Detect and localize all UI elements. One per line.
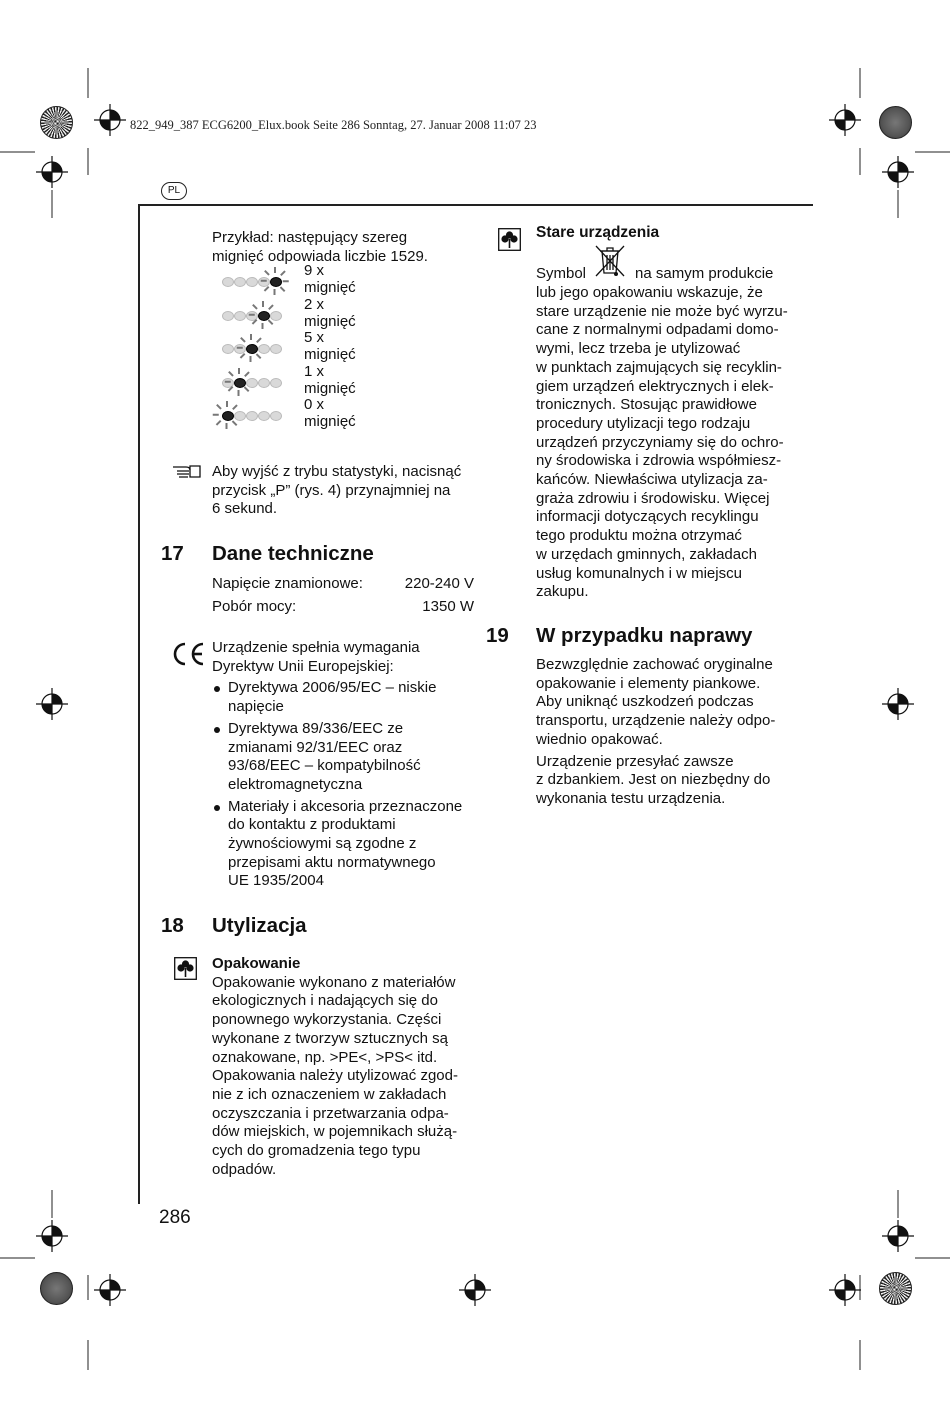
blink-count-label: 2 x mignięć (304, 295, 356, 330)
blink-count-label: 5 x mignięć (304, 329, 356, 363)
led-dot (222, 277, 234, 287)
led-dot (270, 411, 282, 421)
led-dot (270, 311, 282, 321)
spec-label: Napięcie znamionowe: (212, 575, 363, 592)
text-line: Urządzenie przesyłać zawsze (536, 752, 734, 770)
text-line: Opakowanie wykonano z materiałów (212, 973, 456, 991)
page-number: 286 (159, 1207, 191, 1228)
led-dot (222, 344, 234, 354)
directive-line: napięcie (228, 698, 284, 716)
led-dot (258, 378, 270, 388)
section-title: Dane techniczne (212, 542, 374, 565)
registration-mark-icon (882, 688, 914, 720)
text-line: graża zdrowiu i środowisku. Więcej (536, 489, 770, 507)
text-line: odpadów. (212, 1160, 277, 1178)
section-number: 19 (486, 624, 509, 647)
spec-row (212, 598, 474, 618)
text-line: usług komunalnych i w miejscu (536, 564, 742, 582)
led-indicator-icon (222, 404, 292, 428)
led-dot (270, 378, 282, 388)
spec-value: 220-240 V (404, 575, 474, 592)
text-line: oznakowane, np. >PE<, >PS< itd. (212, 1048, 438, 1066)
text-line: wymi, lecz trzeba je utylizować (536, 340, 741, 358)
text-line: zakupu. (536, 583, 589, 601)
text-line: giem urządzeń elektrycznych i elek- (536, 377, 774, 395)
text-line: Aby uniknąć uszkodzeń podczas (536, 693, 754, 711)
packaging-block (212, 955, 482, 1179)
blink-ray (256, 353, 261, 358)
intro-line: Przykład: następujący szereg (212, 229, 408, 246)
hand-pointer-icon (172, 463, 202, 479)
blink-ray (244, 371, 249, 376)
blink-ray (268, 304, 273, 309)
section-number: 18 (161, 914, 184, 937)
text-line: ekologicznych i nadających się do (212, 992, 438, 1010)
directive-line: żywnościowymi są zgodne z (228, 835, 417, 853)
directive-line: do kontaktu z produktami (228, 816, 396, 834)
text-line: wykonania testu urządzenia. (536, 789, 726, 807)
led-dot (270, 344, 282, 354)
blink-ray (261, 280, 267, 282)
blink-count-label: 1 x mignięć (304, 362, 356, 397)
text-line: stare urządzenie nie może być wyrzu- (536, 302, 788, 320)
text-line: informacji dotyczących recyklingu (536, 508, 759, 526)
blink-ray (253, 320, 258, 325)
blink-ray (253, 304, 258, 309)
directive-line: zmianami 92/31/EEC oraz (228, 738, 403, 756)
led-dot (246, 378, 258, 388)
note-line: przycisk „P” (rys. 4) przynajmniej na (212, 481, 451, 499)
color-target-icon (40, 106, 73, 139)
blink-ray (237, 347, 243, 349)
text-line: cych do gromadzenia tego typu (212, 1142, 421, 1160)
blink-ray (280, 271, 285, 276)
blink-ray (241, 353, 246, 358)
text-line: ny środowiska i zdrowia współmiesz- (536, 452, 782, 470)
directive-item (212, 720, 482, 795)
registration-mark-icon (36, 156, 68, 188)
blink-ray (265, 271, 270, 276)
color-target-icon (879, 1272, 912, 1305)
led-dot (246, 277, 258, 287)
led-dot (258, 411, 270, 421)
text-line: procedury utylizacji tego rodzaju (536, 414, 751, 432)
section-title: W przypadku naprawy (536, 624, 753, 647)
led-indicator-icon (222, 337, 292, 361)
old-appliances-text (536, 265, 811, 602)
text-line: dów miejskich, w pojemnikach służą- (212, 1123, 458, 1141)
blink-count-label: 0 x mignięć (304, 396, 356, 430)
statistics-exit-note (212, 463, 482, 519)
blink-ray (250, 334, 252, 340)
subsection-title: Stare urządzenia (536, 224, 660, 241)
left-rule (138, 204, 140, 1204)
text-line: z dzbankiem. Jest on niezbędny do (536, 771, 771, 789)
blink-ray (262, 301, 264, 307)
blink-ray (229, 387, 234, 392)
text-line: tego produktu można otrzymać (536, 527, 742, 545)
registration-mark-icon (882, 156, 914, 188)
led-dot (222, 311, 234, 321)
led-indicator-icon (222, 270, 292, 294)
text-line: wykonane z tworzyw sztucznych są (212, 1029, 448, 1047)
intro-line: mignięć odpowiada liczbie 1529. (212, 247, 428, 265)
symbol-word: Symbol (536, 265, 587, 282)
text-line: Bezwzględnie zachować oryginalne (536, 656, 773, 673)
registration-mark-icon (882, 1220, 914, 1252)
ce-mark-icon (170, 641, 206, 667)
text-line: cane z normalnymi odpadami domo- (536, 321, 779, 339)
led-dot (246, 411, 258, 421)
registration-mark-icon (829, 104, 861, 136)
text-line: w urzędach gminnych, zakładach (536, 545, 757, 563)
blink-ray (213, 414, 219, 416)
symbol-line (536, 265, 811, 284)
color-target-icon (879, 106, 912, 139)
intro-text (212, 229, 482, 266)
directive-line: 93/68/EEC – kompatybilność (228, 757, 421, 775)
directive-line: Dyrektywa 89/336/EEC ze (228, 719, 404, 737)
text-line: lub jego opakowaniu wskazuje, że (536, 284, 763, 301)
blink-ray (225, 381, 231, 383)
subsection-title: Opakowanie (212, 955, 301, 972)
text-line: urządzeń przyczyniamy się do ochro- (536, 433, 784, 451)
section-number: 17 (161, 542, 184, 565)
clover-icon (498, 228, 521, 251)
registration-mark-icon (94, 1274, 126, 1306)
blink-ray (232, 420, 237, 425)
blink-ray (249, 314, 255, 316)
file-header-line: 822_949_387 ECG6200_Elux.book Seite 286 Sonntag, 27. Januar 2008 11:07 23 (130, 118, 537, 132)
directive-line: elektromagnetyczna (228, 775, 363, 793)
text-line: w punktach zajmujących się recyklin- (536, 358, 782, 376)
blink-ray (256, 338, 261, 343)
led-indicator-icon (222, 304, 292, 328)
directive-line: Materiały i akcesoria przeznaczone (228, 797, 463, 815)
directive-item (212, 679, 482, 716)
text-line: ponownego wykorzystania. Części (212, 1011, 442, 1029)
top-rule (138, 204, 813, 206)
repair-text (536, 656, 811, 809)
blink-ray (238, 368, 240, 374)
language-badge: PL (161, 182, 187, 200)
registration-mark-icon (94, 104, 126, 136)
blink-ray (232, 405, 237, 410)
text-line: kańców. Niewłaściwa utylizacja za- (536, 471, 768, 489)
spec-row (212, 575, 474, 595)
blink-ray (274, 267, 276, 273)
blink-ray (226, 401, 228, 407)
section-title: Utylizacja (212, 914, 307, 937)
blink-ray (280, 286, 285, 291)
registration-mark-icon (36, 688, 68, 720)
led-dot (234, 311, 246, 321)
blink-ray (229, 371, 234, 376)
text-line: oczyszczania i przetwarzania odpa- (212, 1104, 449, 1122)
text-line: opakowanie i elementy piankowe. (536, 674, 761, 692)
ce-line: Dyrektyw Unii Europejskiej: (212, 657, 394, 675)
registration-mark-icon (459, 1274, 491, 1306)
registration-mark-icon (829, 1274, 861, 1306)
directive-line: Dyrektywa 2006/95/EC – niskie (228, 679, 437, 697)
crossed-bin-icon (593, 243, 627, 279)
spec-label: Pobór mocy: (212, 598, 297, 615)
color-target-icon (40, 1272, 73, 1305)
blink-ray (241, 338, 246, 343)
directive-item (212, 798, 482, 892)
led-dot (258, 344, 270, 354)
text-line: nie z ich oznaczeniem w zakładach (212, 1085, 447, 1103)
blink-count-label: 9 x mignięć (304, 262, 356, 296)
note-line: 6 sekund. (212, 500, 278, 518)
text-line: wiednio opakować. (536, 730, 663, 748)
ce-compliance-text (212, 639, 482, 894)
text-line: Opakowania należy utylizować zgod- (212, 1067, 458, 1085)
ce-line: Urządzenie spełnia wymagania (212, 639, 420, 656)
symbol-line-rest: na samym produkcie (635, 265, 774, 282)
led-dot (234, 411, 246, 421)
note-line: Aby wyjść z trybu statystyki, nacisnąć (212, 463, 462, 480)
directive-list (212, 679, 482, 891)
spec-value: 1350 W (422, 598, 474, 615)
led-indicator-icon (222, 371, 292, 395)
directive-line: UE 1935/2004 (228, 872, 324, 890)
clover-icon (174, 957, 197, 980)
led-dot (234, 277, 246, 287)
registration-mark-icon (36, 1220, 68, 1252)
blink-ray (283, 280, 289, 282)
blink-ray (265, 286, 270, 291)
directive-line: przepisami aktu normatywnego (228, 853, 436, 871)
text-line: tronicznych. Stosując prawidłowe (536, 396, 757, 414)
text-line: transportu, urządzenie należy odpo- (536, 712, 776, 730)
